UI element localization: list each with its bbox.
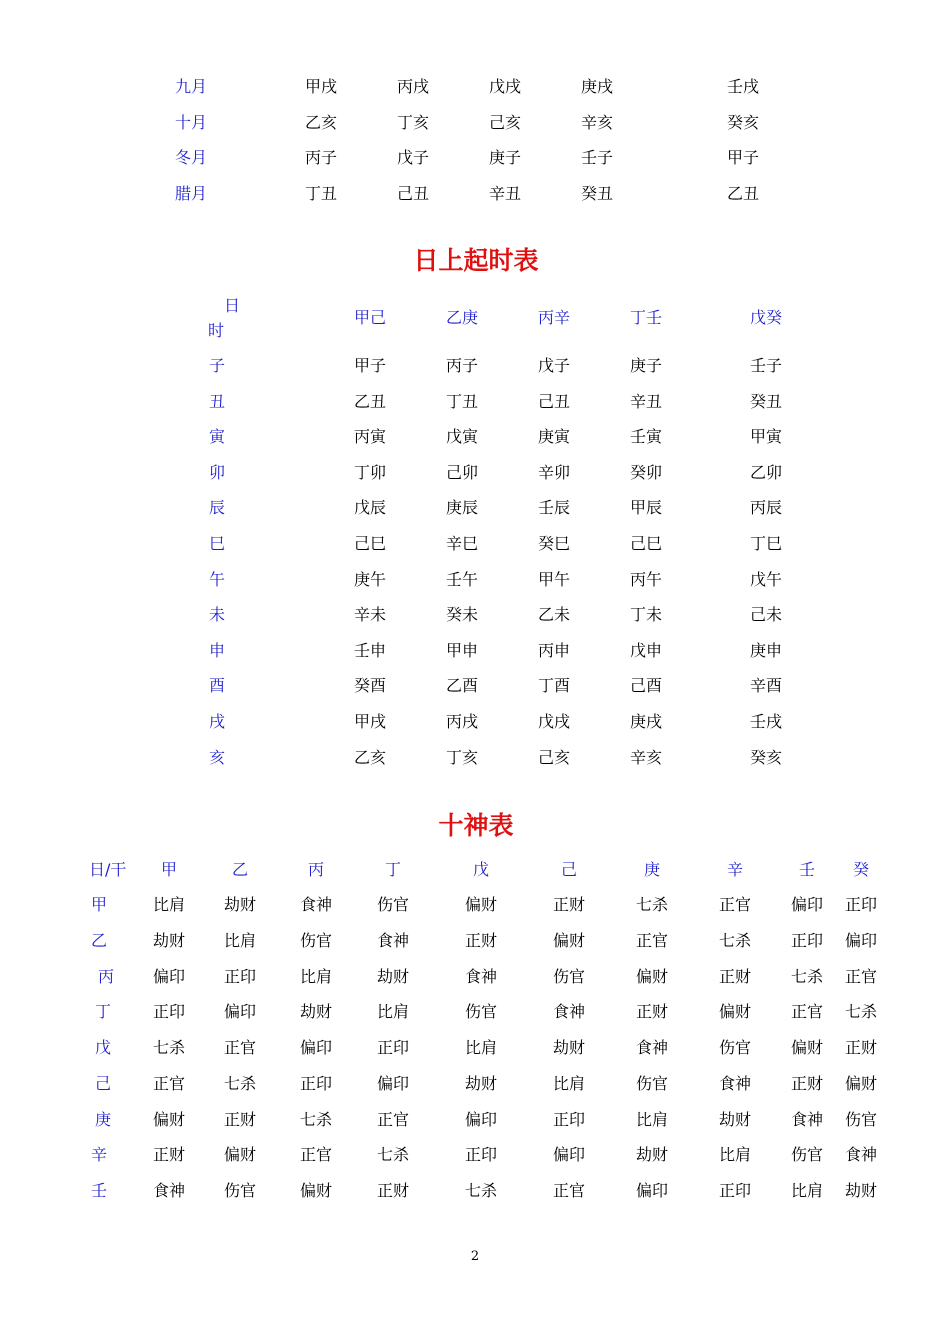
hour-table-header: 丁壬 bbox=[629, 308, 663, 327]
ten-gods-header: 癸 bbox=[852, 860, 870, 879]
ten-gods-corner: 日/干 bbox=[89, 860, 127, 879]
month-row-label: 九月 bbox=[174, 77, 208, 96]
ten-gods-cell: 偏印 bbox=[552, 1145, 586, 1164]
hour-cell: 庚寅 bbox=[537, 427, 571, 446]
month-cell: 壬戌 bbox=[726, 77, 760, 96]
month-cell: 庚子 bbox=[488, 148, 522, 167]
ten-gods-cell: 食神 bbox=[464, 967, 498, 986]
ten-gods-cell: 七杀 bbox=[790, 967, 824, 986]
ten-gods-cell: 正财 bbox=[152, 1145, 186, 1164]
month-cell: 癸亥 bbox=[726, 113, 760, 132]
hour-row-label: 戌 bbox=[208, 712, 226, 731]
hour-cell: 甲戌 bbox=[353, 712, 387, 731]
ten-gods-cell: 正官 bbox=[223, 1038, 257, 1057]
ten-gods-header: 丙 bbox=[307, 860, 325, 879]
hour-cell: 癸酉 bbox=[353, 676, 387, 695]
hour-cell: 壬戌 bbox=[749, 712, 783, 731]
hour-cell: 丁卯 bbox=[353, 463, 387, 482]
ten-gods-cell: 偏财 bbox=[790, 1038, 824, 1057]
month-cell: 丙戌 bbox=[396, 77, 430, 96]
hour-cell: 丁巳 bbox=[749, 534, 783, 553]
hour-row-label: 申 bbox=[208, 641, 226, 660]
hour-cell: 戊午 bbox=[749, 570, 783, 589]
ten-gods-cell: 正印 bbox=[464, 1145, 498, 1164]
hour-cell: 癸亥 bbox=[749, 748, 783, 767]
ten-gods-cell: 食神 bbox=[635, 1038, 669, 1057]
ten-gods-cell: 偏印 bbox=[790, 895, 824, 914]
ten-gods-table-title: 十神表 bbox=[438, 811, 514, 840]
hour-row-label: 亥 bbox=[208, 748, 226, 767]
ten-gods-cell: 正官 bbox=[790, 1002, 824, 1021]
hour-cell: 甲子 bbox=[353, 356, 387, 375]
hour-cell: 丁亥 bbox=[445, 748, 479, 767]
ten-gods-cell: 七杀 bbox=[464, 1181, 498, 1200]
ten-gods-cell: 偏印 bbox=[635, 1181, 669, 1200]
hour-table-header: 戊癸 bbox=[749, 308, 783, 327]
hour-cell: 乙亥 bbox=[353, 748, 387, 767]
ten-gods-cell: 正财 bbox=[790, 1074, 824, 1093]
hour-cell: 辛亥 bbox=[629, 748, 663, 767]
ten-gods-row-label: 乙 bbox=[90, 931, 108, 950]
month-cell: 甲子 bbox=[726, 148, 760, 167]
ten-gods-cell: 食神 bbox=[790, 1110, 824, 1129]
ten-gods-cell: 正官 bbox=[299, 1145, 333, 1164]
ten-gods-cell: 偏财 bbox=[464, 895, 498, 914]
ten-gods-cell: 食神 bbox=[718, 1074, 752, 1093]
ten-gods-cell: 伤官 bbox=[464, 1002, 498, 1021]
hour-row-label: 酉 bbox=[208, 676, 226, 695]
hour-cell: 己丑 bbox=[537, 392, 571, 411]
hour-cell: 庚辰 bbox=[445, 498, 479, 517]
ten-gods-cell: 伤官 bbox=[635, 1074, 669, 1093]
hour-cell: 甲午 bbox=[537, 570, 571, 589]
ten-gods-cell: 正印 bbox=[223, 967, 257, 986]
ten-gods-cell: 偏财 bbox=[844, 1074, 878, 1093]
ten-gods-cell: 食神 bbox=[552, 1002, 586, 1021]
hour-cell: 戊申 bbox=[629, 641, 663, 660]
hour-cell: 癸丑 bbox=[749, 392, 783, 411]
hour-cell: 癸未 bbox=[445, 605, 479, 624]
ten-gods-cell: 七杀 bbox=[844, 1002, 878, 1021]
ten-gods-cell: 比肩 bbox=[299, 967, 333, 986]
ten-gods-cell: 食神 bbox=[152, 1181, 186, 1200]
month-row-label: 腊月 bbox=[174, 184, 208, 203]
ten-gods-cell: 偏印 bbox=[464, 1110, 498, 1129]
hour-row-label: 辰 bbox=[208, 498, 226, 517]
hour-cell: 甲辰 bbox=[629, 498, 663, 517]
ten-gods-row-label: 壬 bbox=[90, 1181, 108, 1200]
hour-cell: 丁未 bbox=[629, 605, 663, 624]
hour-cell: 壬辰 bbox=[537, 498, 571, 517]
ten-gods-cell: 正官 bbox=[844, 967, 878, 986]
ten-gods-cell: 偏印 bbox=[844, 931, 878, 950]
hour-cell: 丙戌 bbox=[445, 712, 479, 731]
hour-cell: 丙辰 bbox=[749, 498, 783, 517]
hour-cell: 壬申 bbox=[353, 641, 387, 660]
ten-gods-cell: 正官 bbox=[718, 895, 752, 914]
month-cell: 丙子 bbox=[304, 148, 338, 167]
ten-gods-cell: 正印 bbox=[152, 1002, 186, 1021]
hour-cell: 庚戌 bbox=[629, 712, 663, 731]
ten-gods-cell: 劫财 bbox=[635, 1145, 669, 1164]
hour-cell: 丙申 bbox=[537, 641, 571, 660]
ten-gods-cell: 比肩 bbox=[464, 1038, 498, 1057]
hour-cell: 丁丑 bbox=[445, 392, 479, 411]
ten-gods-cell: 食神 bbox=[844, 1145, 878, 1164]
ten-gods-cell: 比肩 bbox=[790, 1181, 824, 1200]
ten-gods-cell: 比肩 bbox=[376, 1002, 410, 1021]
hour-cell: 丙子 bbox=[445, 356, 479, 375]
hour-row-label: 丑 bbox=[208, 392, 226, 411]
ten-gods-row-label: 庚 bbox=[94, 1110, 112, 1129]
ten-gods-cell: 劫财 bbox=[299, 1002, 333, 1021]
hour-cell: 辛巳 bbox=[445, 534, 479, 553]
ten-gods-cell: 比肩 bbox=[152, 895, 186, 914]
ten-gods-cell: 食神 bbox=[299, 895, 333, 914]
month-row-label: 十月 bbox=[174, 113, 208, 132]
ten-gods-header: 辛 bbox=[726, 860, 744, 879]
hour-row-label: 寅 bbox=[208, 427, 226, 446]
ten-gods-cell: 伤官 bbox=[718, 1038, 752, 1057]
hour-cell: 壬午 bbox=[445, 570, 479, 589]
ten-gods-cell: 偏财 bbox=[635, 967, 669, 986]
hour-row-label: 子 bbox=[208, 356, 226, 375]
ten-gods-header: 己 bbox=[560, 860, 578, 879]
ten-gods-cell: 伤官 bbox=[552, 967, 586, 986]
hour-row-label: 卯 bbox=[208, 463, 226, 482]
hour-cell: 壬寅 bbox=[629, 427, 663, 446]
ten-gods-cell: 正财 bbox=[718, 967, 752, 986]
ten-gods-header: 甲 bbox=[160, 860, 178, 879]
ten-gods-cell: 偏财 bbox=[223, 1145, 257, 1164]
hour-cell: 丁酉 bbox=[537, 676, 571, 695]
ten-gods-cell: 正印 bbox=[790, 931, 824, 950]
ten-gods-row-label: 甲 bbox=[90, 895, 108, 914]
month-cell: 庚戌 bbox=[580, 77, 614, 96]
ten-gods-cell: 正财 bbox=[223, 1110, 257, 1129]
ten-gods-cell: 七杀 bbox=[718, 931, 752, 950]
hour-table-header: 乙庚 bbox=[445, 308, 479, 327]
ten-gods-cell: 比肩 bbox=[552, 1074, 586, 1093]
hour-row-label: 未 bbox=[208, 605, 226, 624]
hour-cell: 庚午 bbox=[353, 570, 387, 589]
month-cell: 戊子 bbox=[396, 148, 430, 167]
ten-gods-cell: 劫财 bbox=[376, 967, 410, 986]
hour-cell: 乙酉 bbox=[445, 676, 479, 695]
hour-cell: 己亥 bbox=[537, 748, 571, 767]
ten-gods-cell: 七杀 bbox=[299, 1110, 333, 1129]
hour-cell: 己巳 bbox=[629, 534, 663, 553]
hour-cell: 戊辰 bbox=[353, 498, 387, 517]
hour-cell: 辛酉 bbox=[749, 676, 783, 695]
ten-gods-cell: 正官 bbox=[376, 1110, 410, 1129]
hour-cell: 戊戌 bbox=[537, 712, 571, 731]
ten-gods-cell: 正印 bbox=[376, 1038, 410, 1057]
month-cell: 丁亥 bbox=[396, 113, 430, 132]
ten-gods-row-label: 戊 bbox=[94, 1038, 112, 1057]
hour-cell: 壬子 bbox=[749, 356, 783, 375]
ten-gods-header: 丁 bbox=[384, 860, 402, 879]
month-cell: 己亥 bbox=[488, 113, 522, 132]
ten-gods-cell: 比肩 bbox=[718, 1145, 752, 1164]
ten-gods-row-label: 己 bbox=[94, 1074, 112, 1093]
ten-gods-cell: 偏财 bbox=[718, 1002, 752, 1021]
hour-row-label: 巳 bbox=[208, 534, 226, 553]
month-cell: 乙丑 bbox=[726, 184, 760, 203]
hour-cell: 己酉 bbox=[629, 676, 663, 695]
hour-cell: 戊寅 bbox=[445, 427, 479, 446]
ten-gods-header: 乙 bbox=[231, 860, 249, 879]
ten-gods-cell: 正财 bbox=[376, 1181, 410, 1200]
month-cell: 癸丑 bbox=[580, 184, 614, 203]
hour-cell: 甲寅 bbox=[749, 427, 783, 446]
ten-gods-cell: 伤官 bbox=[790, 1145, 824, 1164]
hour-cell: 庚子 bbox=[629, 356, 663, 375]
ten-gods-cell: 伤官 bbox=[844, 1110, 878, 1129]
hour-table-corner-day: 日 bbox=[224, 296, 241, 315]
ten-gods-cell: 劫财 bbox=[844, 1181, 878, 1200]
hour-table-header: 甲己 bbox=[353, 308, 387, 327]
ten-gods-cell: 劫财 bbox=[152, 931, 186, 950]
month-cell: 丁丑 bbox=[304, 184, 338, 203]
month-cell: 甲戌 bbox=[304, 77, 338, 96]
page-number: 2 bbox=[470, 1249, 480, 1264]
ten-gods-cell: 劫财 bbox=[718, 1110, 752, 1129]
ten-gods-cell: 劫财 bbox=[552, 1038, 586, 1057]
ten-gods-cell: 正财 bbox=[635, 1002, 669, 1021]
ten-gods-header: 戊 bbox=[472, 860, 490, 879]
hour-cell: 乙未 bbox=[537, 605, 571, 624]
ten-gods-cell: 偏印 bbox=[376, 1074, 410, 1093]
ten-gods-cell: 正印 bbox=[844, 895, 878, 914]
hour-table-corner-hour: 时 bbox=[208, 321, 225, 340]
ten-gods-cell: 偏印 bbox=[152, 967, 186, 986]
hour-cell: 辛卯 bbox=[537, 463, 571, 482]
hour-cell: 癸巳 bbox=[537, 534, 571, 553]
ten-gods-cell: 正财 bbox=[844, 1038, 878, 1057]
ten-gods-cell: 七杀 bbox=[223, 1074, 257, 1093]
ten-gods-cell: 偏印 bbox=[223, 1002, 257, 1021]
hour-cell: 丙寅 bbox=[353, 427, 387, 446]
month-cell: 戊戌 bbox=[488, 77, 522, 96]
hour-cell: 辛未 bbox=[353, 605, 387, 624]
ten-gods-cell: 偏财 bbox=[552, 931, 586, 950]
month-cell: 己丑 bbox=[396, 184, 430, 203]
month-cell: 乙亥 bbox=[304, 113, 338, 132]
hour-table-header: 丙辛 bbox=[537, 308, 571, 327]
ten-gods-cell: 正印 bbox=[718, 1181, 752, 1200]
ten-gods-cell: 偏财 bbox=[299, 1181, 333, 1200]
hour-cell: 乙丑 bbox=[353, 392, 387, 411]
month-cell: 辛亥 bbox=[580, 113, 614, 132]
ten-gods-cell: 比肩 bbox=[635, 1110, 669, 1129]
hour-cell: 己未 bbox=[749, 605, 783, 624]
ten-gods-cell: 正官 bbox=[635, 931, 669, 950]
hour-cell: 丙午 bbox=[629, 570, 663, 589]
ten-gods-cell: 伤官 bbox=[299, 931, 333, 950]
hour-table-title: 日上起时表 bbox=[413, 246, 539, 275]
hour-cell: 乙卯 bbox=[749, 463, 783, 482]
hour-cell: 辛丑 bbox=[629, 392, 663, 411]
hour-cell: 庚申 bbox=[749, 641, 783, 660]
ten-gods-cell: 正官 bbox=[552, 1181, 586, 1200]
ten-gods-cell: 劫财 bbox=[464, 1074, 498, 1093]
hour-cell: 甲申 bbox=[445, 641, 479, 660]
ten-gods-cell: 比肩 bbox=[223, 931, 257, 950]
hour-cell: 己卯 bbox=[445, 463, 479, 482]
ten-gods-cell: 偏财 bbox=[152, 1110, 186, 1129]
ten-gods-cell: 正官 bbox=[152, 1074, 186, 1093]
hour-cell: 戊子 bbox=[537, 356, 571, 375]
hour-cell: 己巳 bbox=[353, 534, 387, 553]
ten-gods-cell: 偏印 bbox=[299, 1038, 333, 1057]
ten-gods-cell: 伤官 bbox=[376, 895, 410, 914]
month-cell: 辛丑 bbox=[488, 184, 522, 203]
month-cell: 壬子 bbox=[580, 148, 614, 167]
hour-cell: 癸卯 bbox=[629, 463, 663, 482]
ten-gods-cell: 正印 bbox=[299, 1074, 333, 1093]
ten-gods-row-label: 丙 bbox=[97, 967, 115, 986]
ten-gods-cell: 正财 bbox=[552, 895, 586, 914]
ten-gods-header: 庚 bbox=[643, 860, 661, 879]
ten-gods-cell: 正财 bbox=[464, 931, 498, 950]
ten-gods-row-label: 辛 bbox=[90, 1145, 108, 1164]
ten-gods-cell: 七杀 bbox=[376, 1145, 410, 1164]
ten-gods-cell: 食神 bbox=[376, 931, 410, 950]
hour-row-label: 午 bbox=[208, 570, 226, 589]
ten-gods-cell: 七杀 bbox=[152, 1038, 186, 1057]
ten-gods-cell: 伤官 bbox=[223, 1181, 257, 1200]
ten-gods-header: 壬 bbox=[798, 860, 816, 879]
ten-gods-cell: 七杀 bbox=[635, 895, 669, 914]
month-row-label: 冬月 bbox=[174, 148, 208, 167]
ten-gods-row-label: 丁 bbox=[94, 1002, 112, 1021]
ten-gods-cell: 劫财 bbox=[223, 895, 257, 914]
ten-gods-cell: 正印 bbox=[552, 1110, 586, 1129]
